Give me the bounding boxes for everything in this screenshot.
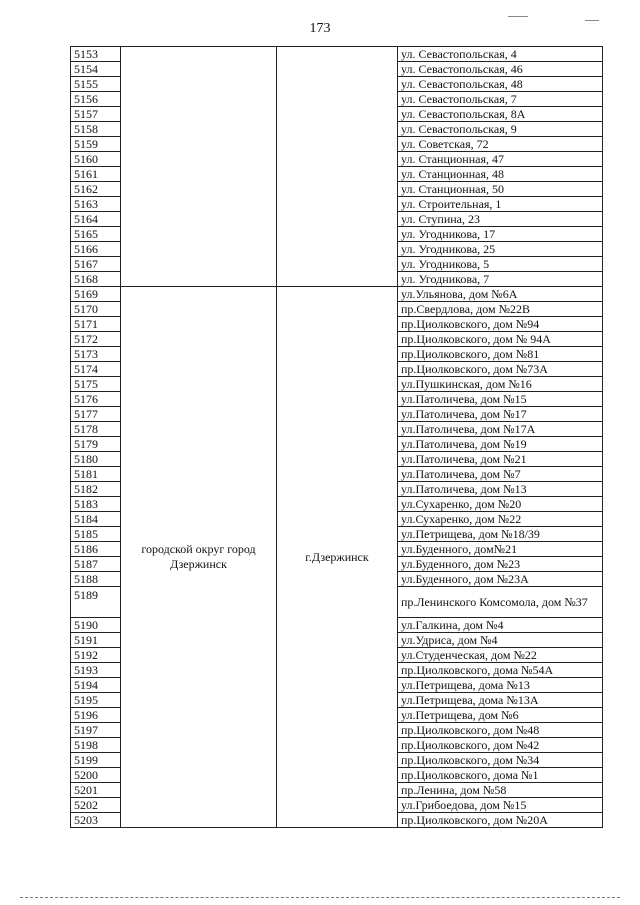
address-cell: пр.Ленина, дом №58 <box>398 783 603 798</box>
row-number-cell: 5168 <box>71 272 121 287</box>
address-cell: ул. Угодникова, 17 <box>398 227 603 242</box>
row-number-cell: 5196 <box>71 708 121 723</box>
row-number-cell: 5188 <box>71 572 121 587</box>
row-number-cell: 5187 <box>71 557 121 572</box>
address-cell: ул. Станционная, 48 <box>398 167 603 182</box>
scan-mark <box>585 20 599 21</box>
row-number-cell: 5172 <box>71 332 121 347</box>
address-cell: ул.Патоличева, дом №19 <box>398 437 603 452</box>
address-cell: пр.Циолковского, дом №34 <box>398 753 603 768</box>
row-number-cell: 5170 <box>71 302 121 317</box>
address-cell: ул.Ульянова, дом №6А <box>398 287 603 302</box>
row-number-cell: 5197 <box>71 723 121 738</box>
table-row <box>71 287 603 302</box>
row-number-cell: 5160 <box>71 152 121 167</box>
row-number-cell: 5201 <box>71 783 121 798</box>
address-cell: ул.Буденного, дом №23А <box>398 572 603 587</box>
registry-body <box>71 47 603 828</box>
row-number-cell: 5194 <box>71 678 121 693</box>
address-cell: ул.Патоличева, дом №13 <box>398 482 603 497</box>
row-number-cell: 5190 <box>71 618 121 633</box>
address-cell: пр.Циолковского, дома №1 <box>398 768 603 783</box>
row-number-cell: 5198 <box>71 738 121 753</box>
address-cell: пр.Циолковского, дома №54А <box>398 663 603 678</box>
row-number-cell: 5199 <box>71 753 121 768</box>
address-cell: пр.Циолковского, дом №94 <box>398 317 603 332</box>
address-cell: ул.Буденного, дом№21 <box>398 542 603 557</box>
row-number-cell: 5192 <box>71 648 121 663</box>
address-cell: ул. Строительная, 1 <box>398 197 603 212</box>
row-number-cell: 5202 <box>71 798 121 813</box>
address-cell: пр.Циолковского, дом №48 <box>398 723 603 738</box>
row-number-cell: 5153 <box>71 47 121 62</box>
address-cell: ул. Севастопольская, 46 <box>398 62 603 77</box>
address-registry-table <box>70 46 603 828</box>
row-number-cell: 5175 <box>71 377 121 392</box>
scan-edge-noise <box>20 897 620 899</box>
address-cell: ул.Пушкинская, дом №16 <box>398 377 603 392</box>
row-number-cell: 5193 <box>71 663 121 678</box>
address-cell: ул.Патоличева, дом №17А <box>398 422 603 437</box>
row-number-cell: 5183 <box>71 497 121 512</box>
row-number-cell: 5165 <box>71 227 121 242</box>
row-number-cell: 5171 <box>71 317 121 332</box>
address-cell: ул.Буденного, дом №23 <box>398 557 603 572</box>
address-cell: ул.Петрищева, дом №6 <box>398 708 603 723</box>
address-cell: ул. Севастопольская, 7 <box>398 92 603 107</box>
address-cell: ул.Патоличева, дом №17 <box>398 407 603 422</box>
address-cell: пр.Циолковского, дом № 94А <box>398 332 603 347</box>
scan-mark <box>508 16 528 17</box>
row-number-cell: 5200 <box>71 768 121 783</box>
row-number-cell: 5177 <box>71 407 121 422</box>
row-number-cell: 5176 <box>71 392 121 407</box>
address-cell: пр.Циолковского, дом №42 <box>398 738 603 753</box>
row-number-cell: 5154 <box>71 62 121 77</box>
address-cell: пр.Свердлова, дом №22В <box>398 302 603 317</box>
row-number-cell: 5191 <box>71 633 121 648</box>
district-cell: городской округ город Дзержинск <box>121 287 277 828</box>
row-number-cell: 5185 <box>71 527 121 542</box>
address-cell: ул.Грибоедова, дом №15 <box>398 798 603 813</box>
page-number: 173 <box>309 21 331 36</box>
row-number-cell: 5166 <box>71 242 121 257</box>
address-cell: пр.Циолковского, дом №20А <box>398 813 603 828</box>
row-number-cell: 5164 <box>71 212 121 227</box>
address-cell: ул.Сухаренко, дом №20 <box>398 497 603 512</box>
row-number-cell: 5158 <box>71 122 121 137</box>
row-number-cell: 5156 <box>71 92 121 107</box>
address-cell: ул.Петрищева, дома №13 <box>398 678 603 693</box>
row-number-cell: 5155 <box>71 77 121 92</box>
address-cell: ул. Ступина, 23 <box>398 212 603 227</box>
address-cell: ул.Патоличева, дом №21 <box>398 452 603 467</box>
address-cell: ул. Севастопольская, 48 <box>398 77 603 92</box>
row-number-cell: 5189 <box>71 587 121 618</box>
row-number-cell: 5182 <box>71 482 121 497</box>
address-cell: ул.Студенческая, дом №22 <box>398 648 603 663</box>
settlement-cell: г.Дзержинск <box>277 287 398 828</box>
address-cell: ул.Патоличева, дом №7 <box>398 467 603 482</box>
address-cell: пр.Циолковского, дом №73А <box>398 362 603 377</box>
settlement-cell <box>277 47 398 287</box>
row-number-cell: 5180 <box>71 452 121 467</box>
row-number-cell: 5173 <box>71 347 121 362</box>
address-cell: ул. Советская, 72 <box>398 137 603 152</box>
row-number-cell: 5161 <box>71 167 121 182</box>
row-number-cell: 5184 <box>71 512 121 527</box>
row-number-cell: 5195 <box>71 693 121 708</box>
row-number-cell: 5178 <box>71 422 121 437</box>
address-cell: ул. Станционная, 47 <box>398 152 603 167</box>
address-cell: ул. Севастопольская, 9 <box>398 122 603 137</box>
district-cell <box>121 47 277 287</box>
row-number-cell: 5167 <box>71 257 121 272</box>
row-number-cell: 5179 <box>71 437 121 452</box>
address-cell: ул. Угодникова, 5 <box>398 257 603 272</box>
row-number-cell: 5169 <box>71 287 121 302</box>
row-number-cell: 5157 <box>71 107 121 122</box>
address-cell: ул.Петрищева, дом №18/39 <box>398 527 603 542</box>
address-cell: ул. Севастопольская, 4 <box>398 47 603 62</box>
row-number-cell: 5159 <box>71 137 121 152</box>
address-cell: ул. Севастопольская, 8А <box>398 107 603 122</box>
row-number-cell: 5162 <box>71 182 121 197</box>
address-cell: ул.Удриса, дом №4 <box>398 633 603 648</box>
row-number-cell: 5203 <box>71 813 121 828</box>
row-number-cell: 5163 <box>71 197 121 212</box>
address-cell: ул. Станционная, 50 <box>398 182 603 197</box>
address-cell: пр.Циолковского, дом №81 <box>398 347 603 362</box>
address-cell: ул.Галкина, дом №4 <box>398 618 603 633</box>
row-number-cell: 5181 <box>71 467 121 482</box>
row-number-cell: 5186 <box>71 542 121 557</box>
address-cell: ул. Угодникова, 7 <box>398 272 603 287</box>
address-cell: ул.Сухаренко, дом №22 <box>398 512 603 527</box>
address-cell: пр.Ленинского Комсомола, дом №37 <box>398 587 603 618</box>
row-number-cell: 5174 <box>71 362 121 377</box>
address-cell: ул. Угодникова, 25 <box>398 242 603 257</box>
address-cell: ул.Петрищева, дома №13А <box>398 693 603 708</box>
table-row <box>71 47 603 62</box>
address-cell: ул.Патоличева, дом №15 <box>398 392 603 407</box>
